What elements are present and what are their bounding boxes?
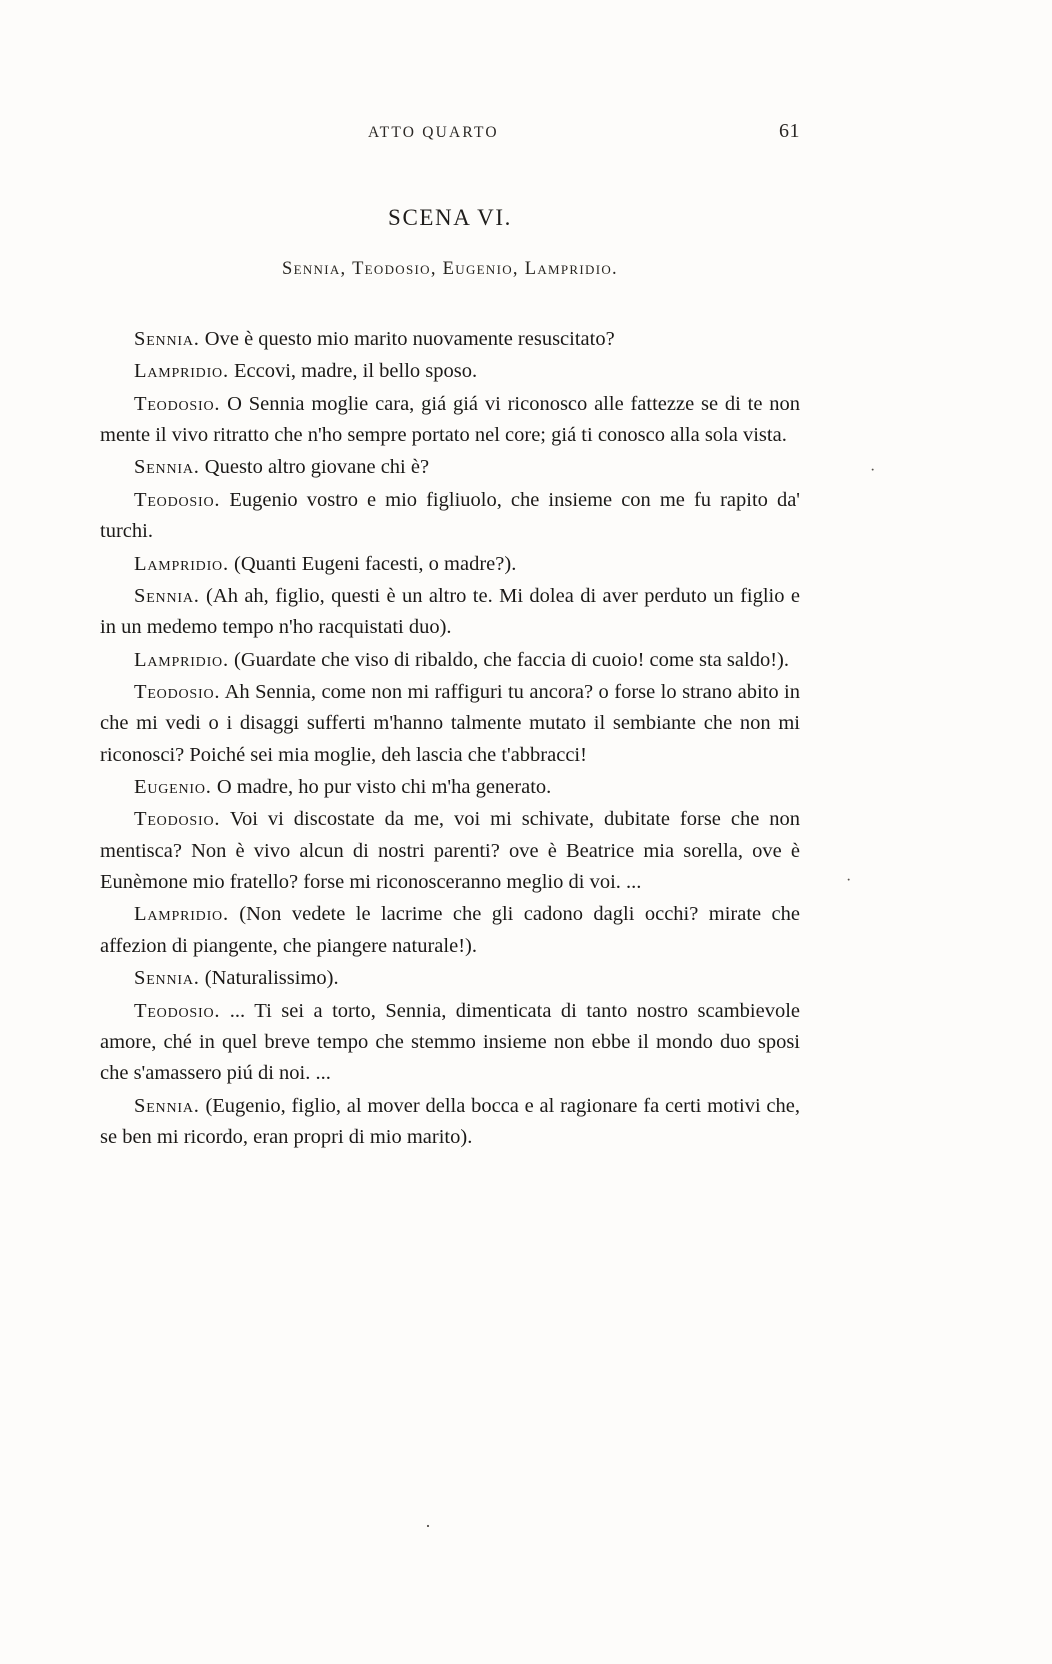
running-head — [100, 120, 800, 143]
speech-speaker: Lampridio. — [134, 552, 229, 575]
speech-paragraph — [100, 899, 800, 962]
speech-text: Ah Sennia, come non mi raffiguri tu ancora? o forse lo strano abito in che mi vedi o i disaggi sufferti m'hanno talmente mutato il sembiante che non mi riconosci? Poiché sei mia moglie, deh lascia che t'abbracci! — [100, 680, 800, 766]
margin-mark-lower: · — [846, 872, 852, 889]
speech-text: Voi vi discostate da me, voi mi schivate, dubitate forse che non mentisca? Non è vivo alcun di nostri parenti? ove è Beatrice mia sorella, ove è Eunèmone mio fratello? forse mi riconosceranno meglio di voi. ... — [100, 808, 800, 894]
speech-text: (Naturalissimo). — [199, 967, 339, 990]
speech-paragraph — [100, 1091, 800, 1154]
scene-title: SCENA VI. — [388, 205, 512, 230]
speech-text: Ove è questo mio marito nuovamente resuscitato? — [199, 328, 615, 350]
speech-text: (Eugenio, figlio, al mover della bocca e al ragionare fa certi motivi che, se ben mi ricordo, eran propri di mio marito). — [100, 1094, 800, 1148]
speech-text: ... Ti sei a torto, Sennia, dimenticata di tanto nostro scambievole amore, ché in quel breve tempo che stemmo insieme non ebbe il mondo duo sposi che s'amassero piú di noi. ... — [100, 999, 800, 1085]
margin-mark-upper: · — [870, 462, 876, 479]
speech-paragraph — [100, 645, 800, 676]
speech-paragraph — [100, 581, 800, 644]
speech-speaker: Sennia. — [134, 584, 200, 607]
page-number: 61 — [779, 120, 800, 142]
speech-paragraph — [100, 485, 800, 548]
page-content — [100, 120, 800, 1154]
speech-speaker: Sennia. — [134, 328, 200, 350]
speech-text: (Quanti Eugeni facesti, o madre?). — [228, 552, 517, 575]
speech-speaker: Lampridio. — [134, 903, 229, 926]
speech-text: Eccovi, madre, il bello sposo. — [228, 360, 478, 383]
speech-paragraph — [100, 356, 800, 387]
scene-characters: Sennia, Teodosio, Eugenio, Lampridio. — [282, 259, 618, 279]
running-title: ATTO QUARTO — [368, 124, 499, 141]
speech-list — [100, 324, 800, 1153]
speech-speaker: Lampridio. — [134, 360, 229, 383]
speech-paragraph — [100, 549, 800, 580]
speech-speaker: Sennia. — [134, 456, 200, 479]
speech-text: O Sennia moglie cara, giá giá vi riconosco alle fattezze se di te non mente il vivo ritratto che n'ho sempre portato nel core; giá ti conosco alla sola vista. — [100, 392, 800, 447]
speech-paragraph — [100, 772, 800, 803]
speech-paragraph — [100, 804, 800, 898]
speech-speaker: Teodosio. — [134, 999, 221, 1022]
speech-speaker: Sennia. — [134, 1094, 200, 1117]
speech-text: Eugenio vostro e mio figliuolo, che insieme con me fu rapito da' turchi. — [100, 488, 800, 543]
speech-speaker: Teodosio. — [134, 488, 221, 511]
speech-paragraph — [100, 677, 800, 771]
speech-speaker: Eugenio. — [134, 776, 212, 799]
speech-text: Questo altro giovane chi è? — [199, 456, 430, 479]
speech-paragraph — [100, 963, 800, 994]
speech-speaker: Teodosio. — [134, 392, 221, 415]
speech-text: O madre, ho pur visto chi m'ha generato. — [211, 776, 552, 799]
speech-speaker: Teodosio. — [134, 680, 221, 703]
speech-text: (Ah ah, figlio, questi è un altro te. Mi dolea di aver perduto un figlio e in un medemo tempo n'ho racquistati duo). — [100, 584, 800, 639]
speech-speaker: Lampridio. — [134, 648, 229, 671]
speech-paragraph — [100, 324, 800, 355]
speech-speaker: Sennia. — [134, 967, 200, 990]
speech-text: (Guardate che viso di ribaldo, che faccia di cuoio! come sta saldo!). — [228, 648, 789, 671]
speech-speaker: Teodosio. — [134, 808, 221, 831]
speech-paragraph — [100, 452, 800, 483]
footer-mark: · — [425, 1516, 431, 1536]
speech-paragraph — [100, 389, 800, 452]
speech-text: (Non vedete le lacrime che gli cadono dagli occhi? mirate che affezion di piangente, che piangere naturale!). — [100, 903, 800, 957]
speech-paragraph — [100, 996, 800, 1090]
